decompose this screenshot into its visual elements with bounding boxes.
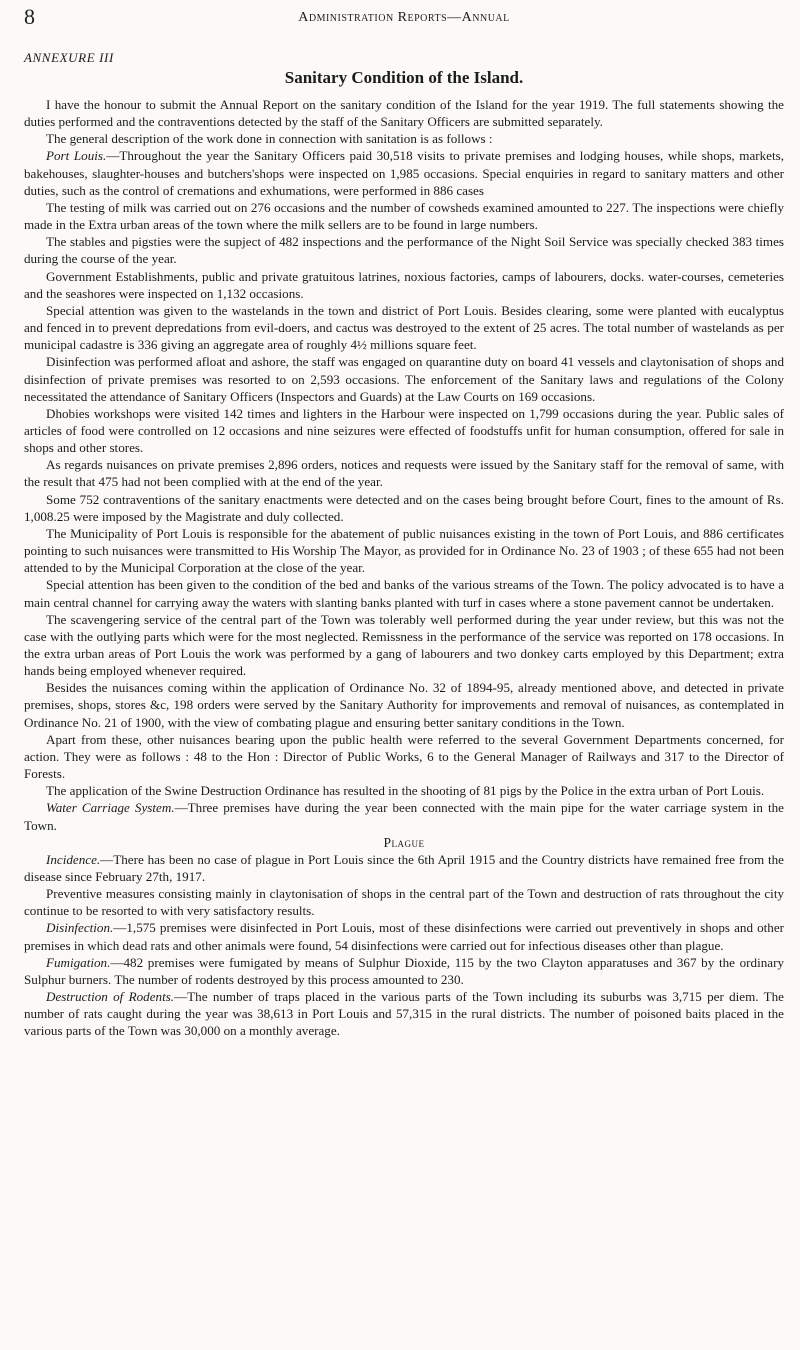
paragraph-text: Disinfection was performed afloat and ashore, the staff was engaged on quarantine duty on board 41 vessels and claytonisation of shops and disinfection of private premises was resorted to on 2,593 occasions. The enforcement of the Sanitary laws and regulations of the Colony necessitated the attendance of Sanitary Officers (Inspectors and Guards) at the Law Courts on 169 occasions.: [24, 354, 784, 404]
paragraph: [24, 525, 784, 576]
paragraph-text: The Municipality of Port Louis is responsible for the abatement of public nuisances existing in the town of Port Louis, and 886 certificates pointing to such nuisances were transmitted to His Worship The Mayor, as provided for in Ordinance No. 23 of 1903 ; of these 655 had not been attended to by the Municipal Corporation at the close of the year.: [24, 525, 784, 576]
paragraph-text: Besides the nuisances coming within the application of Ordinance No. 32 of 1894-95, already mentioned above, and detected in private premises, shops, stores &c, 198 orders were served by the Sanitary Authority for improvements and removal of nuisances, as contemplated in Ordinance No. 21 of 1900, with the view of combating plague and ensuring better sanitary conditions in the Town.: [24, 680, 784, 730]
paragraph: [24, 731, 784, 782]
paragraph: [24, 851, 784, 885]
paragraph: [24, 799, 784, 833]
paragraph-lead: Incidence.: [46, 851, 101, 867]
paragraph-text: —Throughout the year the Sanitary Officers paid 30,518 visits to private premises and lodging houses, while shops, markets, bakehouses, slaughter-houses and butchers'shops were inspected on 1,985 occasions. Special enquiries in regard to sanitary matters and other duties, such as the control of cremations and exhumations, were performed in 886 cases: [24, 148, 784, 198]
paragraph-text: Apart from these, other nuisances bearing upon the public health were referred to the several Government Departments concerned, for action. They were as follows : 48 to the Hon : Director of Public Works, 6 to the General Manager of Railways and 317 to the Director of Forests.: [24, 731, 784, 782]
report-body: [24, 96, 784, 834]
paragraph: [24, 576, 784, 610]
paragraph-text: The testing of milk was carried out on 276 occasions and the number of cowsheds examined amounted to 227. The inspections were chiefly made in the Extra urban areas of the town where the milk sellers are to be found in large numbers.: [24, 199, 784, 233]
paragraph: [24, 233, 784, 267]
paragraph: [24, 456, 784, 490]
paragraph: [24, 611, 784, 680]
paragraph-text: I have the honour to submit the Annual Report on the sanitary condition of the Island for the year 1919. The full statements showing the duties performed and the contraventions detected by the staff of the Sanitary Officers are submitted separately.: [24, 97, 784, 130]
paragraph-lead: Port Louis.: [46, 148, 107, 164]
paragraph-text: Dhobies workshops were visited 142 times and lighters in the Harbour were inspected on 1,799 occasions during the year. Public sales of articles of food were controlled on 12 occasions and nine seizures were effected of foodstuffs unfit for human consumption, offered for sale in shops and other stores.: [24, 405, 784, 456]
paragraph: [24, 679, 784, 730]
paragraph: [24, 954, 784, 988]
paragraph-text: —The number of traps placed in the various parts of the Town including its suburbs was 3,715 per diem. The number of rats caught during the year was 38,613 in Port Louis and 57,315 in the rural districts. The number of poisoned baits placed in the various parts of the Town was 30,000 on a monthly average.: [24, 988, 784, 1039]
paragraph: [24, 302, 784, 353]
page-header: [24, 0, 784, 50]
paragraph: [24, 199, 784, 233]
paragraph-text: The scavengering service of the central part of the Town was tolerably well performed during the year under review, but this was not the case with the outlying parts which were for the most neglected. Remissness in the performance of the service was reported on 178 occasions. In the extra urban areas of Port Louis the work was performed by a gang of labourers and two donkey carts employed by this Department; extra hands being employed whenever required.: [24, 611, 784, 679]
paragraph-text: —1,575 premises were disinfected in Port Louis, most of these disinfections were carried out preventively in shops and other premises in which dead rats and other animals were found, 54 disinfections were carried out for infectious diseases other than plague.: [24, 920, 784, 953]
paragraph: [24, 885, 784, 919]
paragraph: [24, 988, 784, 1039]
paragraph-text: The stables and pigsties were the supject of 482 inspections and the performance of the Night Soil Service was specially checked 383 times during the course of the year.: [24, 234, 784, 267]
report-page: [24, 0, 784, 1039]
paragraph-text: Some 752 contraventions of the sanitary enactments were detected and on the cases being brought before Court, fines to the amount of Rs. 1,008.25 were imposed by the Magistrate and duly collected.: [24, 491, 784, 524]
paragraph-text: —There has been no case of plague in Port Louis since the 6th April 1915 and the Country districts have remained free from the disease since February 27th, 1917.: [24, 851, 784, 884]
paragraph-text: —Three premises have during the year been connected with the main pipe for the water carriage system in the Town.: [24, 800, 784, 833]
paragraph: [24, 268, 784, 302]
paragraph-text: Special attention was given to the wastelands in the town and district of Port Louis. Besides clearing, some were planted with eucalyptus and fenced in to prevent depredations from evil-doers, and cactus was destroyed to the extent of 25 acres. The total number of wastelands as per municipal cadastre is 336 giving an aggregate area of roughly 4½ millions square feet.: [24, 302, 784, 353]
paragraph: [24, 130, 784, 147]
plague-section: [24, 851, 784, 1040]
paragraph-lead: Disinfection.: [46, 920, 114, 936]
paragraph: [24, 491, 784, 525]
paragraph-lead: Water Carriage System.: [46, 800, 175, 816]
annex-label: ANNEXURE III: [24, 50, 114, 65]
paragraph-text: Preventive measures consisting mainly in claytonisation of shops in the central part of the Town and destruction of rats throughout the city continue to be resorted to with very satisfactory results.: [24, 886, 784, 919]
paragraph-lead: Fumigation.: [46, 954, 111, 970]
running-title: Administration Reports—Annual: [298, 10, 510, 25]
paragraph-text: Government Establishments, public and private gratuitous latrines, noxious factories, camps of labourers, docks. water-courses, cemeteries and the seashores were inspected on 1,132 occasions.: [24, 268, 784, 301]
paragraph-text: —482 premises were fumigated by means of Sulphur Dioxide, 115 by the two Clayton apparatuses and 367 by the ordinary Sulphur burners. The number of rodents destroyed by this process amounted to 230.: [24, 954, 784, 987]
paragraph-lead: Destruction of Rodents.: [46, 988, 175, 1004]
page-number: 8: [24, 4, 35, 29]
paragraph: [24, 919, 784, 953]
paragraph-text: As regards nuisances on private premises 2,896 orders, notices and requests were issued by the Sanitary staff for the removal of same, with the result that 475 had not been complied with at the end of the year.: [24, 457, 784, 490]
section-heading-plague: Plague: [383, 834, 425, 850]
document-title: Sanitary Condition of the Island.: [284, 68, 524, 87]
paragraph: [24, 353, 784, 404]
paragraph-text: The application of the Swine Destruction Ordinance has resulted in the shooting of 81 pigs by the Police in the extra urban of Port Louis.: [46, 783, 765, 799]
paragraph-text: Special attention has been given to the condition of the bed and banks of the various streams of the Town. The policy advocated is to have a main central channel for carrying away the waters with slanting banks planted with turf in cases where a stone pavement cannot be undertaken.: [24, 577, 784, 610]
paragraph: [24, 147, 784, 198]
paragraph: [24, 96, 784, 130]
paragraph-text: The general description of the work done in connection with sanitation is as follows :: [46, 131, 493, 147]
paragraph: [24, 782, 784, 799]
paragraph: [24, 405, 784, 456]
